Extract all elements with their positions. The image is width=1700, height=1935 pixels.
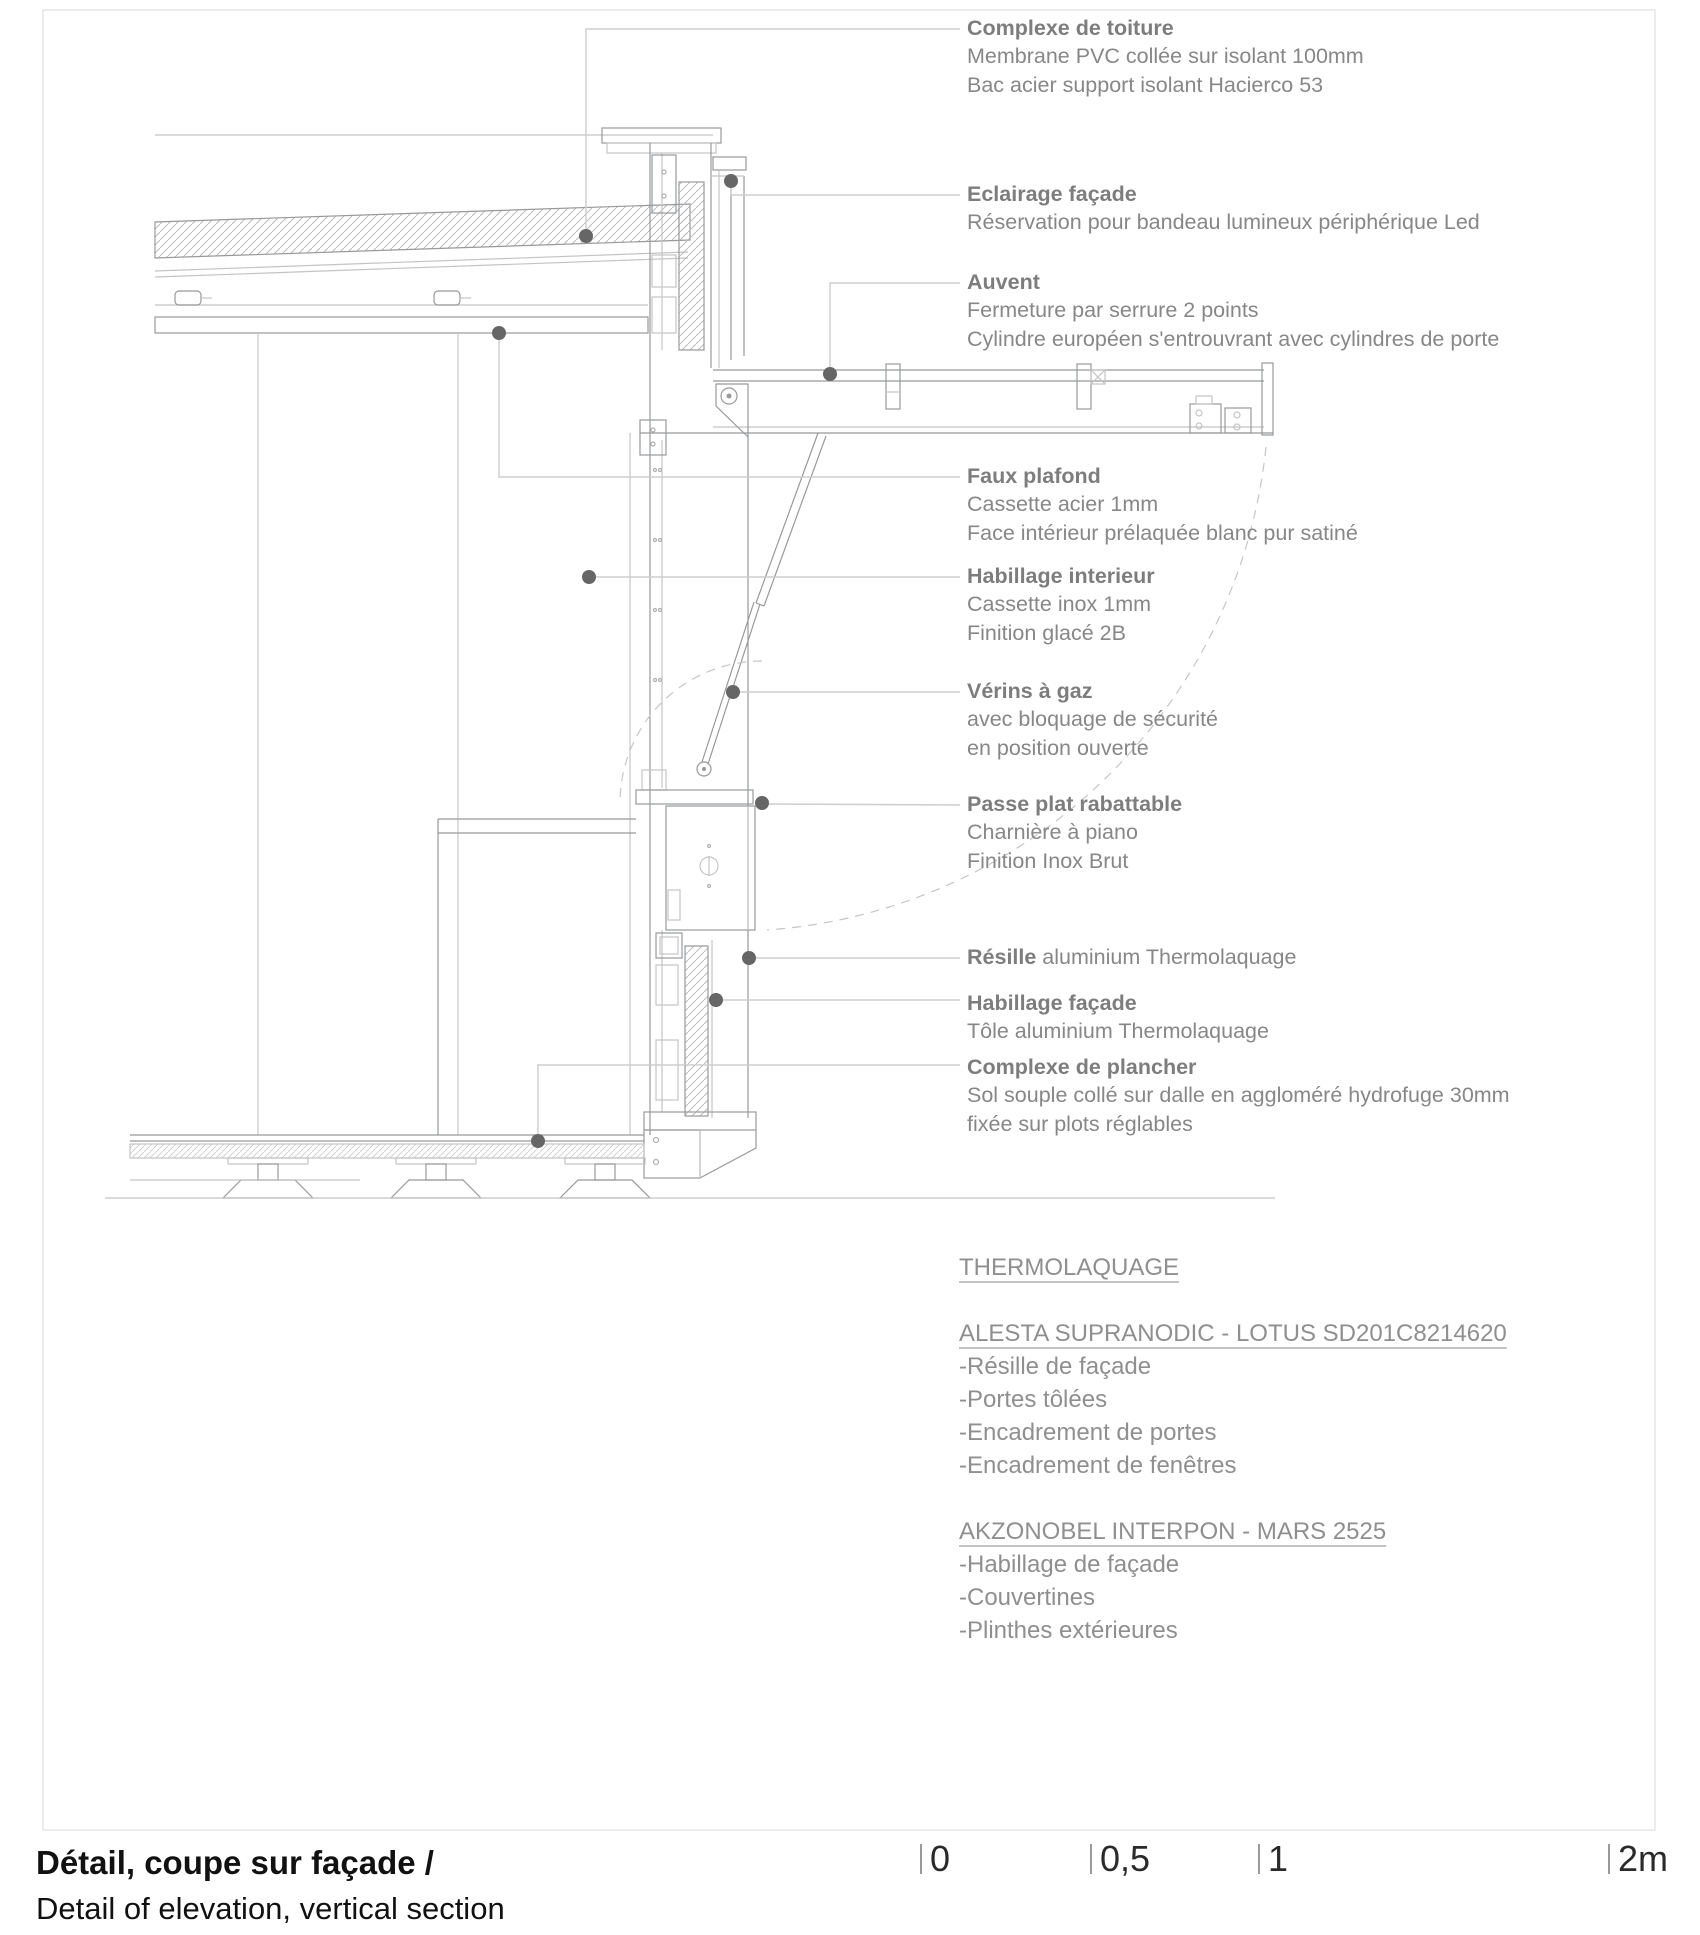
annotation-heading: Habillage interieur — [967, 564, 1155, 588]
spec-section-heading: AKZONOBEL INTERPON - MARS 2525 — [959, 1518, 1387, 1545]
passe-plat — [636, 790, 755, 958]
annotation-line: Charnière à piano — [967, 820, 1138, 845]
scale-label: 0 — [930, 1838, 951, 1879]
annotation-complexe-de-plancher — [967, 1053, 1510, 1138]
annotation-line: Finition glacé 2B — [967, 620, 1126, 645]
leader-lines — [499, 29, 960, 1134]
spec-item: -Portes tôlées — [959, 1386, 1108, 1413]
spec-item: -Couvertines — [959, 1584, 1096, 1611]
annotation-line: Réservation pour bandeau lumineux périphérique Led — [967, 210, 1480, 235]
annotation-line: Cassette inox 1mm — [967, 592, 1152, 617]
scale-label: 1 — [1268, 1838, 1289, 1879]
annotation-heading: Eclairage façade — [967, 182, 1137, 206]
spec-item: -Plinthes extérieures — [959, 1617, 1178, 1644]
annotation-complexe-de-toiture — [967, 14, 1364, 99]
annotation-line: Fermeture par serrure 2 points — [967, 298, 1259, 323]
spec-section-akzonobel-interpon-mars-2525 — [959, 1515, 1507, 1647]
spec-item: -Encadrement de portes — [959, 1419, 1217, 1446]
annotation-habillage-facade — [967, 989, 1269, 1046]
roof-slab — [155, 135, 713, 277]
parapet — [602, 128, 746, 1135]
annotation-line: fixée sur plots réglables — [967, 1111, 1193, 1136]
spec-title: THERMOLAQUAGE — [959, 1254, 1180, 1281]
spec-section-alesta-supranodic-lotus-sd201c8214620 — [959, 1317, 1507, 1482]
annotation-line: Sol souple collé sur dalle en aggloméré hydrofuge 30mm — [967, 1083, 1510, 1108]
annotation-line: Membrane PVC collée sur isolant 100mm — [967, 44, 1364, 69]
annotation-line: Cylindre européen s'entrouvrant avec cylindres de porte — [967, 326, 1500, 351]
counter — [438, 819, 636, 1135]
annotation-faux-plafond — [967, 462, 1358, 547]
annotation-heading: Habillage façade — [967, 991, 1137, 1015]
annotation-eclairage-facade — [967, 180, 1480, 237]
spec-item: -Encadrement de fenêtres — [959, 1452, 1237, 1479]
annotation-line: en position ouverte — [967, 735, 1149, 760]
annotation-habillage-interieur — [967, 562, 1155, 647]
spec-item: -Habillage de façade — [959, 1551, 1180, 1578]
spec-section-heading: ALESTA SUPRANODIC - LOTUS SD201C8214620 — [959, 1320, 1507, 1347]
annotation-line: avec bloquage de sécurité — [967, 707, 1219, 732]
spandrel-plinth — [644, 940, 756, 1178]
spec-sections — [959, 1317, 1507, 1647]
annotation-heading: Résille aluminium Thermolaquage — [967, 945, 1297, 969]
annotation-line: Face intérieur prélaquée blanc pur satiné — [967, 520, 1358, 545]
coating-spec-block — [959, 1251, 1507, 1647]
sheet-title-en: Detail of elevation, vertical section — [36, 1891, 505, 1926]
annotation-heading: Complexe de toiture — [967, 16, 1174, 40]
annotation-heading: Faux plafond — [967, 464, 1101, 488]
annotation-auvent — [967, 268, 1499, 353]
annotation-heading: Vérins à gaz — [967, 679, 1093, 703]
annotation-labels — [967, 0, 1647, 1200]
annotation-verins-a-gaz — [967, 677, 1218, 762]
title-block — [36, 1840, 505, 1932]
scale-label: 0,5 — [1100, 1838, 1151, 1879]
sheet-title-fr: Détail, coupe sur façade / — [36, 1844, 434, 1881]
annotation-heading: Auvent — [967, 270, 1040, 294]
annotation-heading: Complexe de plancher — [967, 1055, 1197, 1079]
annotation-heading: Passe plat rabattable — [967, 792, 1183, 816]
annotation-resille — [967, 943, 1296, 971]
annotation-line: Cassette acier 1mm — [967, 492, 1159, 517]
annotation-line: Bac acier support isolant Hacierco 53 — [967, 72, 1324, 97]
gas-strut — [697, 433, 826, 776]
spec-item: -Résille de façade — [959, 1353, 1152, 1380]
ceiling-band — [155, 291, 648, 1135]
leader-dots — [492, 174, 837, 1148]
scale-label: 2m — [1618, 1838, 1669, 1879]
annotation-passe-plat-rabattable — [967, 790, 1182, 875]
annotation-line: Finition Inox Brut — [967, 848, 1129, 873]
annotation-line: Tôle aluminium Thermolaquage — [967, 1019, 1269, 1044]
